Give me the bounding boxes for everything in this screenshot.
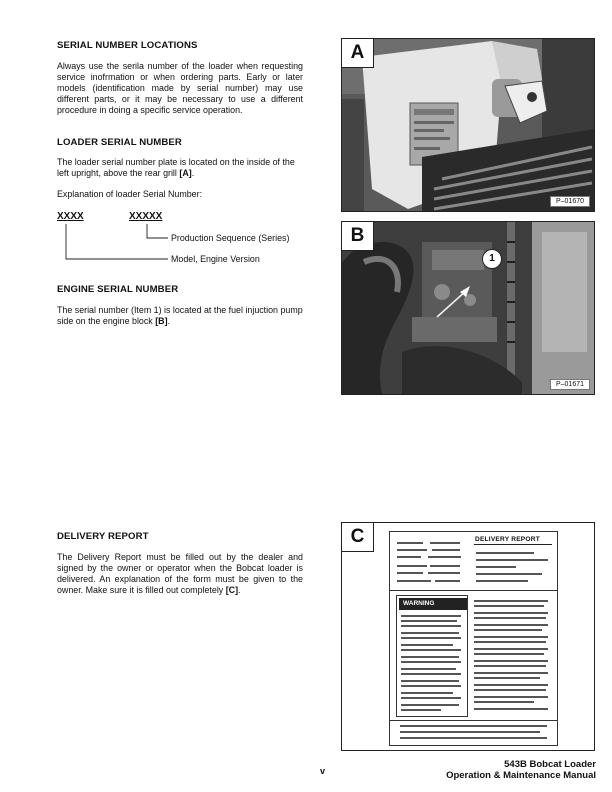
engine-serial-heading: ENGINE SERIAL NUMBER bbox=[57, 284, 179, 295]
figure-b bbox=[341, 221, 595, 395]
serial-diagram-lines bbox=[0, 0, 320, 270]
engine-serial-text: The serial number (Item 1) is located at the fuel injuction pump side on the engine block [B]. bbox=[57, 305, 303, 326]
delivery-report-heading: DELIVERY REPORT bbox=[57, 531, 149, 542]
delivery-report-form bbox=[389, 531, 558, 746]
loader-serial-heading: LOADER SERIAL NUMBER bbox=[57, 137, 182, 148]
figure-b-label: B bbox=[342, 222, 374, 251]
engine-block-photo bbox=[342, 222, 594, 394]
production-sequence-label: Production Sequence (Series) bbox=[171, 233, 290, 243]
serial-explanation: Explanation of loader Serial Number: bbox=[57, 189, 203, 199]
figure-ref-a: [A] bbox=[179, 168, 192, 178]
page-number: v bbox=[320, 766, 326, 776]
serial-code-sequence: XXXXX bbox=[129, 211, 163, 222]
serial-locations-heading: SERIAL NUMBER LOCATIONS bbox=[57, 40, 198, 51]
model-engine-label: Model, Engine Version bbox=[171, 254, 260, 264]
figure-c bbox=[341, 522, 595, 751]
loader-upright-photo bbox=[342, 39, 594, 211]
footer-manual: Operation & Maintenance Manual bbox=[446, 770, 596, 781]
figure-a-label: A bbox=[342, 39, 374, 68]
warning-panel bbox=[396, 595, 468, 717]
figure-ref-c: [C] bbox=[225, 585, 239, 595]
delivery-report-text: The Delivery Report must be filled out by the dealer and signed by the owner or operator when the Bobcat loader is delivered. An explanation of the form must be given to the owner. Make sure it is filled out completely [C]. bbox=[57, 552, 303, 595]
form-title: DELIVERY REPORT bbox=[475, 536, 540, 543]
figure-c-label: C bbox=[342, 523, 374, 552]
footer-title bbox=[446, 759, 596, 781]
figure-b-code: P–01671 bbox=[550, 379, 590, 390]
loader-serial-text: The loader serial number plate is located on the inside of the left upright, above the rear grill [A]. bbox=[57, 157, 295, 178]
serial-code-model: XXXX bbox=[57, 211, 84, 222]
figure-a-code: P–01670 bbox=[550, 196, 590, 207]
item-1-callout: 1 bbox=[482, 249, 502, 269]
warning-label: WARNING bbox=[399, 598, 467, 610]
figure-a bbox=[341, 38, 595, 212]
serial-locations-text: Always use the serila number of the loader when requesting service inofrmation or when ordering parts. Early or later models (identification made by serial number) may use different parts, or it may be necessary to use a different procedure in doing a specific service operation. bbox=[57, 61, 303, 115]
footer-model: 543B Bobcat Loader bbox=[504, 759, 596, 770]
figure-ref-b: [B] bbox=[155, 316, 168, 326]
